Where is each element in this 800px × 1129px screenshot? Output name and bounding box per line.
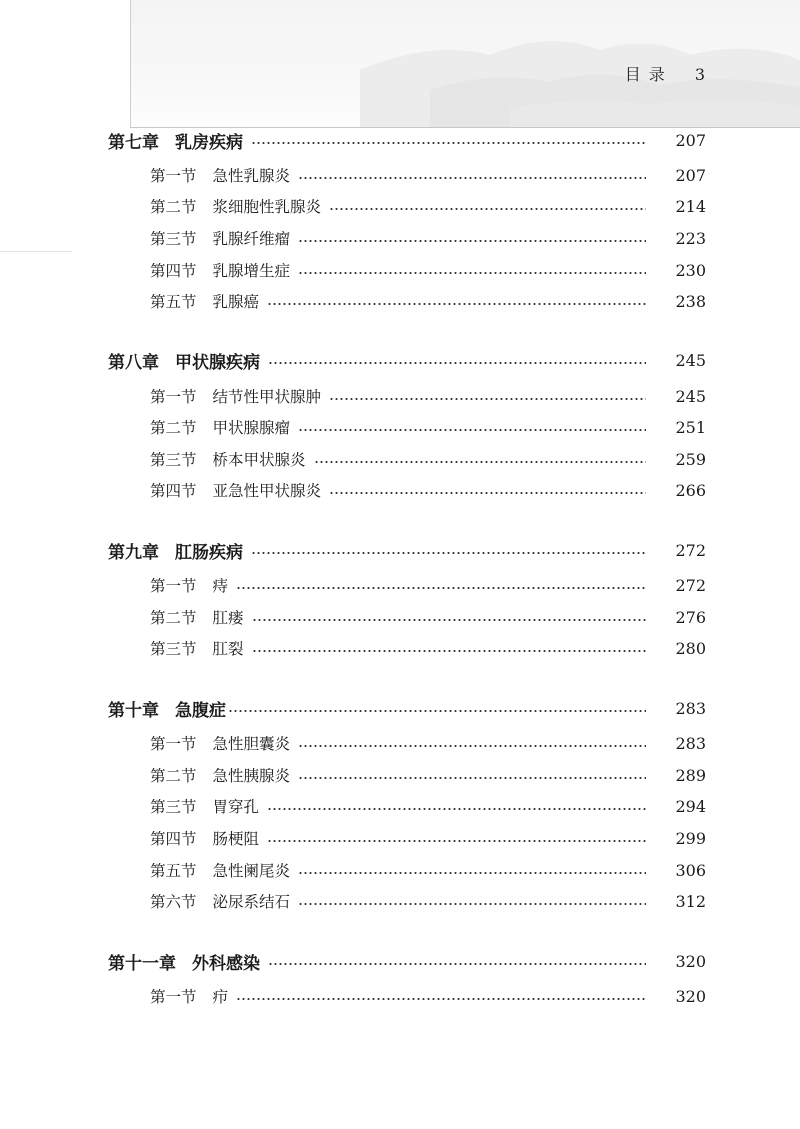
chapter-page: 283	[675, 698, 706, 718]
toc-section[interactable]	[0, 731, 800, 755]
section-title: 急性乳腺炎	[212, 167, 291, 185]
toc-section[interactable]	[0, 858, 800, 882]
dot-leader	[298, 163, 646, 187]
toc-chapter-10[interactable]	[0, 696, 800, 720]
chapter-number: 第十章	[108, 700, 159, 721]
toc-chapter-11[interactable]	[0, 949, 800, 973]
dot-leader	[329, 478, 646, 502]
dot-leader	[314, 447, 646, 471]
section-number: 第五节	[150, 293, 197, 311]
section-number: 第四节	[150, 262, 197, 280]
dot-leader	[268, 348, 646, 372]
chapter-page: 245	[675, 350, 706, 370]
dot-leader	[298, 415, 646, 439]
section-page: 306	[675, 860, 706, 880]
section-number: 第三节	[150, 640, 197, 658]
section-page: 280	[675, 638, 706, 658]
dot-leader	[228, 696, 646, 720]
dot-leader	[298, 858, 646, 882]
section-page: 289	[675, 765, 706, 785]
section-page: 207	[675, 165, 706, 185]
dot-leader	[298, 889, 646, 913]
dot-leader	[329, 384, 646, 408]
section-title: 急性胆囊炎	[212, 735, 291, 753]
section-title: 痔	[212, 577, 229, 595]
section-page: 266	[675, 480, 706, 500]
chapter-title: 乳房疾病	[175, 132, 243, 153]
section-number: 第二节	[150, 609, 197, 627]
toc-section[interactable]	[0, 447, 800, 471]
toc-section[interactable]	[0, 636, 800, 660]
section-page: 272	[675, 575, 706, 595]
section-title: 肛瘘	[212, 609, 244, 627]
section-title: 乳腺纤维瘤	[212, 230, 291, 248]
section-page: 245	[675, 386, 706, 406]
chapter-page: 272	[675, 540, 706, 560]
section-title: 结节性甲状腺肿	[212, 388, 322, 406]
toc-section[interactable]	[0, 258, 800, 282]
section-number: 第一节	[150, 388, 197, 406]
dot-leader	[329, 194, 646, 218]
section-number: 第一节	[150, 577, 197, 595]
running-head-title: 目录	[624, 65, 673, 84]
chapter-number: 第七章	[108, 132, 159, 153]
toc-section[interactable]	[0, 163, 800, 187]
section-number: 第六节	[150, 893, 197, 911]
running-head	[625, 62, 706, 85]
toc-section[interactable]	[0, 573, 800, 597]
margin-rule	[0, 251, 72, 252]
chapter-title: 外科感染	[192, 953, 260, 974]
section-page: 251	[675, 417, 706, 437]
section-title: 桥本甲状腺炎	[212, 451, 306, 469]
section-number: 第三节	[150, 798, 197, 816]
section-number: 第二节	[150, 767, 197, 785]
chapter-number: 第九章	[108, 542, 159, 563]
dot-leader	[267, 794, 646, 818]
dot-leader	[267, 289, 646, 313]
toc-section[interactable]	[0, 478, 800, 502]
section-title: 亚急性甲状腺炎	[212, 482, 322, 500]
section-number: 第三节	[150, 451, 197, 469]
section-page: 299	[675, 828, 706, 848]
toc-chapter-7[interactable]	[0, 128, 800, 152]
section-page: 276	[675, 607, 706, 627]
dot-leader	[298, 731, 646, 755]
section-page: 294	[675, 796, 706, 816]
section-number: 第四节	[150, 482, 197, 500]
dot-leader	[236, 573, 646, 597]
section-page: 320	[675, 986, 706, 1006]
dot-leader	[267, 826, 646, 850]
dot-leader	[252, 636, 646, 660]
section-number: 第四节	[150, 830, 197, 848]
section-title: 肛裂	[212, 640, 244, 658]
section-title: 急性胰腺炎	[212, 767, 291, 785]
chapter-number: 第八章	[108, 352, 159, 373]
chapter-title: 甲状腺疾病	[175, 352, 260, 373]
dot-leader	[236, 984, 646, 1008]
section-title: 泌尿系结石	[212, 893, 291, 911]
section-title: 乳腺增生症	[212, 262, 291, 280]
toc-chapter-9[interactable]	[0, 538, 800, 562]
toc-section[interactable]	[0, 984, 800, 1008]
section-title: 乳腺癌	[212, 293, 260, 311]
chapter-title: 急腹症	[175, 700, 226, 721]
chapter-number: 第十一章	[108, 953, 176, 974]
toc-section[interactable]	[0, 794, 800, 818]
toc-section[interactable]	[0, 415, 800, 439]
dot-leader	[251, 128, 646, 152]
section-number: 第一节	[150, 988, 197, 1006]
dot-leader	[298, 763, 646, 787]
section-page: 238	[675, 291, 706, 311]
toc-section[interactable]	[0, 763, 800, 787]
section-number: 第二节	[150, 198, 197, 216]
dot-leader	[298, 258, 646, 282]
section-title: 胃穿孔	[212, 798, 260, 816]
toc-section[interactable]	[0, 889, 800, 913]
toc-section[interactable]	[0, 226, 800, 250]
toc-section[interactable]	[0, 194, 800, 218]
toc-section[interactable]	[0, 289, 800, 313]
section-page: 259	[675, 449, 706, 469]
dot-leader	[251, 538, 646, 562]
section-page: 230	[675, 260, 706, 280]
chapter-page: 320	[675, 951, 706, 971]
section-title: 急性阑尾炎	[212, 862, 291, 880]
section-number: 第五节	[150, 862, 197, 880]
section-page: 214	[675, 196, 706, 216]
section-page: 223	[675, 228, 706, 248]
toc-section[interactable]	[0, 384, 800, 408]
dot-leader	[268, 949, 646, 973]
toc-section[interactable]	[0, 826, 800, 850]
chapter-page: 207	[675, 130, 706, 150]
section-title: 浆细胞性乳腺炎	[212, 198, 322, 216]
section-number: 第三节	[150, 230, 197, 248]
section-number: 第二节	[150, 419, 197, 437]
section-page: 283	[675, 733, 706, 753]
section-page: 312	[675, 891, 706, 911]
section-number: 第一节	[150, 167, 197, 185]
dot-leader	[252, 605, 646, 629]
section-number: 第一节	[150, 735, 197, 753]
section-title: 甲状腺腺瘤	[212, 419, 291, 437]
chapter-title: 肛肠疾病	[175, 542, 243, 563]
toc-chapter-8[interactable]	[0, 348, 800, 372]
toc-section[interactable]	[0, 605, 800, 629]
header-border-left	[130, 0, 131, 128]
running-head-page: 3	[694, 65, 706, 84]
section-title: 肠梗阻	[212, 830, 260, 848]
dot-leader	[298, 226, 646, 250]
section-title: 疖	[212, 988, 229, 1006]
